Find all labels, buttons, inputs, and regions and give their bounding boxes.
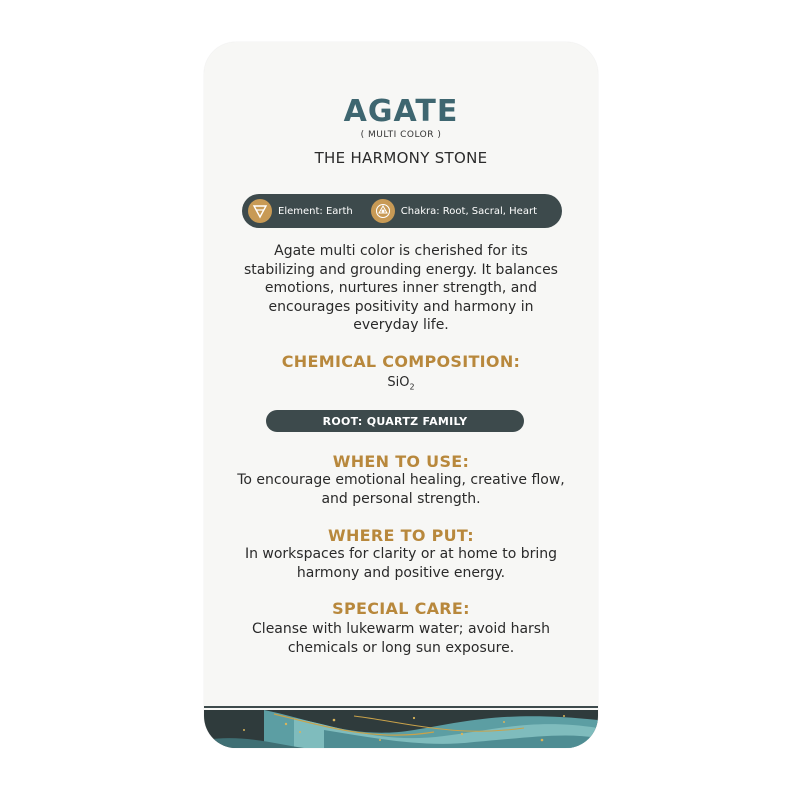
- stone-title: AGATE: [343, 94, 459, 129]
- chemical-formula: [204, 375, 598, 392]
- when-text: To encourage emotional healing, creative flow, and personal strength.: [237, 472, 565, 507]
- earth-element-icon: [248, 199, 272, 223]
- crystal-info-card: [204, 42, 598, 748]
- where-text: In workspaces for clarity or at home to bring harmony and positive energy.: [244, 546, 558, 581]
- formula-subscript: 2: [409, 382, 415, 392]
- chakra-lotus-icon: [371, 199, 395, 223]
- description-text: Agate multi color is cherished for its stabilizing and grounding energy. It balances emotions, nurtures inner strength, and encourages positivity and harmony in everyday life.: [244, 243, 558, 333]
- element-label: Element: Earth: [278, 205, 353, 217]
- care-heading: SPECIAL CARE:: [332, 599, 470, 618]
- stone-tagline: THE HARMONY STONE: [314, 149, 488, 167]
- properties-pill: [242, 194, 562, 228]
- composition-heading: CHEMICAL COMPOSITION:: [281, 352, 521, 371]
- footer-divider: [204, 706, 598, 708]
- care-text: Cleanse with lukewarm water; avoid harsh chemicals or long sun exposure.: [252, 621, 550, 656]
- root-family-badge: ROOT: QUARTZ FAMILY: [266, 410, 524, 432]
- agate-footer-artwork: [204, 710, 598, 748]
- when-heading: WHEN TO USE:: [332, 452, 470, 471]
- stone-subtitle: ( MULTI COLOR ): [360, 130, 442, 140]
- where-heading: WHERE TO PUT:: [328, 526, 474, 545]
- formula-main: SiO: [387, 375, 410, 390]
- chakra-label: Chakra: Root, Sacral, Heart: [400, 205, 537, 217]
